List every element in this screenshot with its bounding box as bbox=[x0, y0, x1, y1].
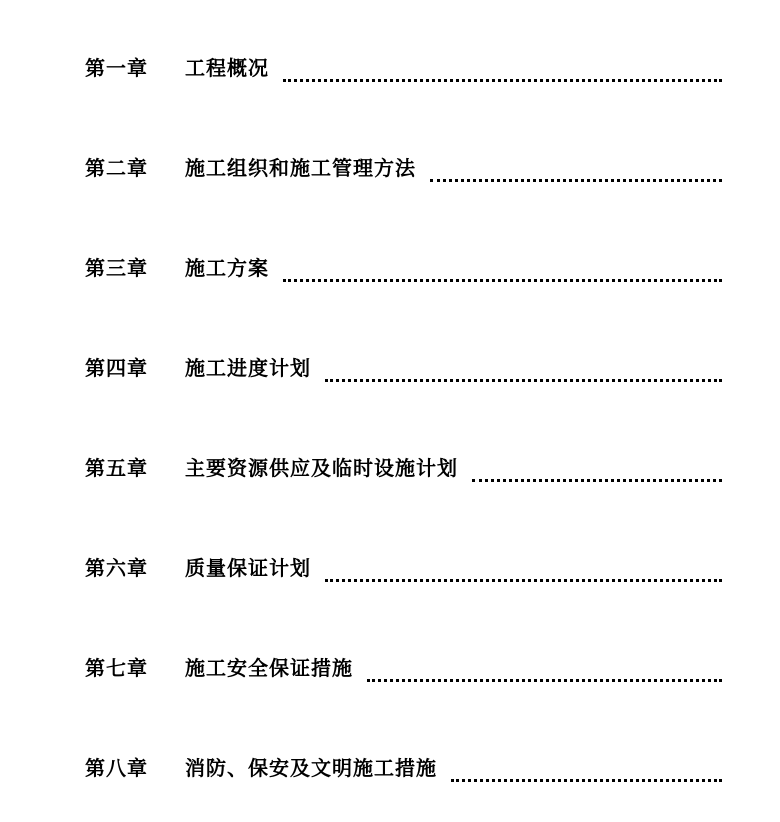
chapter-number: 第一章 bbox=[85, 56, 148, 80]
dot-leader bbox=[325, 379, 722, 382]
toc-entry-chapter-3[interactable] bbox=[85, 244, 722, 284]
chapter-title: 质量保证计划 bbox=[185, 556, 311, 580]
dot-leader bbox=[430, 179, 722, 182]
chapter-number: 第六章 bbox=[85, 556, 148, 580]
toc-entry-chapter-8[interactable] bbox=[85, 744, 722, 784]
dot-leader bbox=[325, 579, 722, 582]
chapter-title: 施工组织和施工管理方法 bbox=[185, 156, 416, 180]
chapter-title: 消防、保安及文明施工措施 bbox=[185, 756, 437, 780]
toc-entry-chapter-1[interactable] bbox=[85, 44, 722, 84]
toc-entry-chapter-5[interactable] bbox=[85, 444, 722, 484]
chapter-title: 施工进度计划 bbox=[185, 356, 311, 380]
chapter-title: 施工方案 bbox=[185, 256, 269, 280]
dot-leader bbox=[283, 279, 722, 282]
chapter-number: 第七章 bbox=[85, 656, 148, 680]
chapter-title: 主要资源供应及临时设施计划 bbox=[185, 456, 458, 480]
chapter-number: 第八章 bbox=[85, 756, 148, 780]
chapter-number: 第三章 bbox=[85, 256, 148, 280]
chapter-number: 第二章 bbox=[85, 156, 148, 180]
dot-leader bbox=[283, 79, 722, 82]
chapter-title: 施工安全保证措施 bbox=[185, 656, 353, 680]
toc-entry-chapter-2[interactable] bbox=[85, 144, 722, 184]
dot-leader bbox=[472, 479, 722, 482]
toc-entry-chapter-6[interactable] bbox=[85, 544, 722, 584]
dot-leader bbox=[367, 679, 722, 682]
dot-leader bbox=[451, 779, 722, 782]
chapter-title: 工程概况 bbox=[185, 56, 269, 80]
toc-entry-chapter-7[interactable] bbox=[85, 644, 722, 684]
chapter-number: 第四章 bbox=[85, 356, 148, 380]
toc-entry-chapter-4[interactable] bbox=[85, 344, 722, 384]
chapter-number: 第五章 bbox=[85, 456, 148, 480]
